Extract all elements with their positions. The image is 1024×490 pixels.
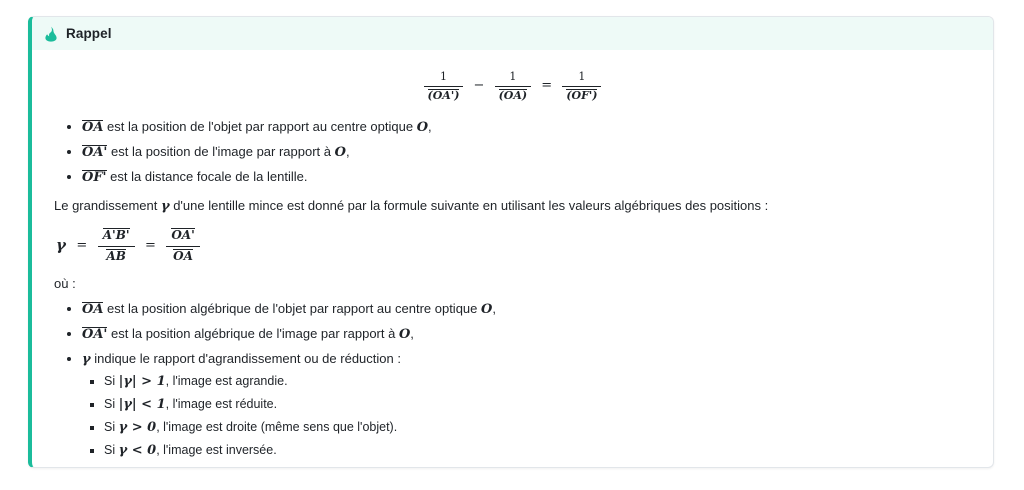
case-condition: γ < 0	[118, 442, 157, 458]
rappel-callout	[28, 16, 994, 468]
case-text: , l'image est agrandie.	[165, 374, 288, 389]
list-item	[82, 350, 971, 461]
case-prefix: Si	[104, 374, 116, 389]
frac1-denominator: AB	[106, 248, 126, 263]
case-condition: γ > 0	[118, 420, 157, 436]
term1-denominator: (OA')	[427, 88, 460, 102]
paragraph-after: d'une lentille mince est donné par la formule suivante en utilisant les valeurs algébriques des positions :	[173, 198, 769, 214]
list-item-text: indique le rapport d'agrandissement ou de réduction :	[94, 350, 401, 366]
formula-term-1	[424, 69, 464, 104]
flame-icon	[44, 26, 58, 42]
main-formula	[54, 69, 971, 104]
list-item-text: est la distance focale de la lentille.	[110, 168, 308, 184]
equals-operator: =	[541, 78, 553, 94]
list-item	[104, 372, 971, 392]
frac2-denominator: OA	[173, 248, 193, 263]
case-prefix: Si	[104, 442, 116, 457]
symbol-oa-prime: OA'	[82, 144, 108, 160]
gamma-lhs: γ	[56, 236, 66, 255]
list-item	[82, 143, 971, 163]
definitions-list-2	[54, 300, 971, 461]
magnification-paragraph	[54, 197, 971, 217]
definitions-list-1	[54, 118, 971, 188]
list-item-text: est la position de l'image par rapport à	[111, 143, 332, 159]
case-condition: |γ| < 1	[118, 397, 166, 413]
case-prefix: Si	[104, 397, 116, 412]
list-item	[104, 441, 971, 461]
case-condition: |γ| > 1	[118, 374, 166, 390]
symbol-oa: OA	[82, 119, 104, 135]
frac2-numerator: OA'	[166, 227, 199, 246]
term2-denominator: (OA)	[498, 88, 528, 102]
list-item-end: ,	[428, 118, 432, 134]
callout-body	[32, 51, 993, 468]
paragraph-before: Le grandissement	[54, 198, 158, 214]
case-text: , l'image est réduite.	[165, 397, 278, 412]
gamma-formula	[56, 227, 971, 265]
symbol-of-prime: OF'	[82, 169, 107, 185]
symbol-o: O	[334, 144, 346, 160]
list-item	[104, 395, 971, 415]
symbol-o: O	[481, 301, 493, 317]
symbol-oa-prime: OA'	[82, 326, 108, 342]
list-item-text: est la position algébrique de l'objet par rapport au centre optique	[107, 300, 478, 316]
callout-header	[32, 17, 993, 51]
list-item-end: ,	[410, 325, 414, 341]
list-item	[82, 168, 971, 188]
case-text: , l'image est droite (même sens que l'objet).	[156, 420, 398, 435]
list-item	[82, 300, 971, 320]
list-item-text: est la position de l'objet par rapport au centre optique	[107, 118, 414, 134]
symbol-gamma: γ	[160, 199, 170, 215]
case-prefix: Si	[104, 420, 116, 435]
list-item-end: ,	[345, 143, 350, 159]
term3-numerator: 1	[562, 69, 601, 87]
gamma-cases-list	[82, 372, 971, 460]
gamma-fraction-2	[166, 227, 199, 265]
list-item	[82, 118, 971, 138]
symbol-o: O	[398, 326, 411, 342]
where-label: où :	[54, 276, 76, 292]
gamma-equals-1: =	[76, 237, 88, 253]
list-item	[104, 418, 971, 438]
symbol-o: O	[416, 119, 429, 135]
list-item	[82, 325, 971, 345]
gamma-equals-2: =	[144, 237, 156, 253]
term1-numerator: 1	[424, 69, 464, 87]
list-item-text: est la position algébrique de l'image par rapport à	[111, 325, 396, 341]
term2-numerator: 1	[495, 69, 532, 87]
minus-operator: −	[473, 78, 485, 94]
symbol-gamma: γ	[82, 351, 91, 367]
formula-term-2	[495, 69, 532, 104]
list-item-end: ,	[492, 300, 496, 316]
formula-term-3	[562, 69, 601, 104]
term3-denominator: (OF')	[566, 88, 598, 102]
callout-title: Rappel	[66, 26, 112, 41]
symbol-oa: OA	[82, 301, 104, 317]
frac1-numerator: A'B'	[98, 227, 135, 246]
case-text: , l'image est inversée.	[156, 442, 277, 457]
gamma-fraction-1	[98, 227, 135, 265]
